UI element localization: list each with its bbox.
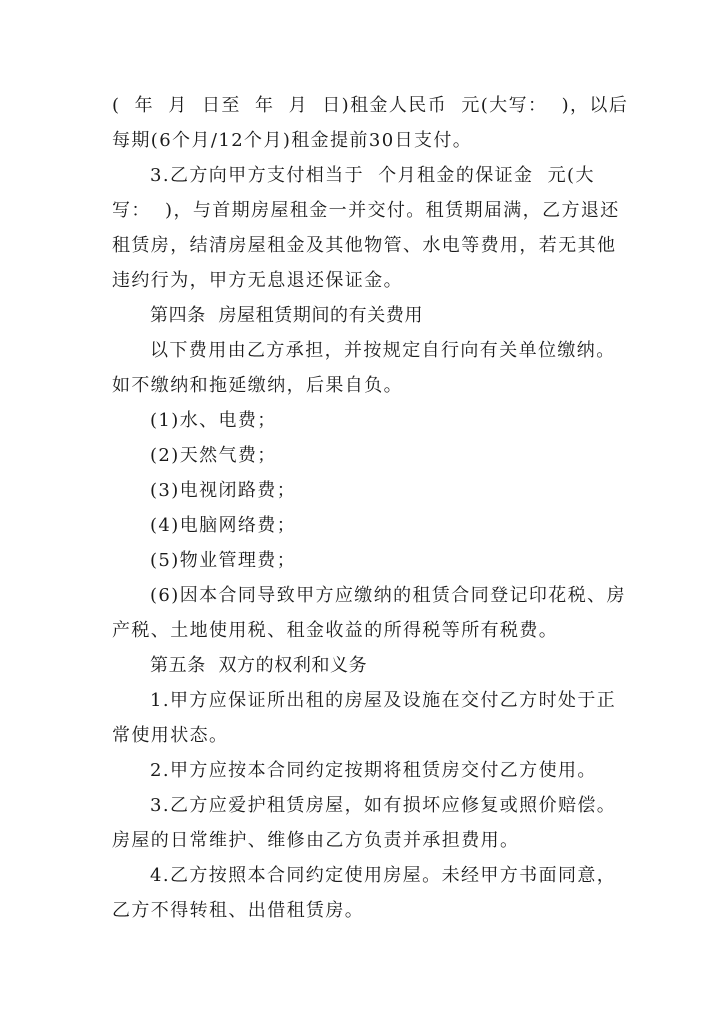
list-item-fee-6: (6)因本合同导致甲方应缴纳的租赁合同登记印花税、房产税、土地使用税、租金收益的所得税等所有税费。 (112, 585, 626, 641)
paragraph-rent-payment-schedule: ( 年 月 日至 年 月 日)租金人民币 元(大写： )，以后每期(6个月/12个月)租金提前30日支付。 (112, 95, 629, 151)
paragraph-obligation-2: 2.甲方应按本合同约定按期将租赁房交付乙方使用。 (150, 760, 597, 781)
list-item-fee-1: (1)水、电费； (150, 410, 277, 431)
list-item-fee-4: (4)电脑网络费； (150, 515, 297, 536)
section-heading-article-5: 第五条 双方的权利和义务 (150, 655, 368, 676)
list-item-fee-3: (3)电视闭路费； (150, 480, 297, 501)
paragraph-obligation-3: 3.乙方应爱护租赁房屋，如有损坏应修复或照价赔偿。房屋的日常维护、维修由乙方负责并承担费用。 (112, 795, 617, 851)
list-item-fee-5: (5)物业管理费； (150, 550, 297, 571)
paragraph-fees-intro: 以下费用由乙方承担，并按规定自行向有关单位缴纳。如不缴纳和拖延缴纳，后果自负。 (112, 340, 616, 396)
section-heading-article-4: 第四条 房屋租赁期间的有关费用 (150, 305, 424, 326)
document-body (112, 88, 630, 928)
list-item-fee-2: (2)天然气费； (150, 445, 277, 466)
paragraph-obligation-4: 4.乙方按照本合同约定使用房屋。未经甲方书面同意，乙方不得转租、出借租赁房。 (112, 865, 617, 921)
paragraph-security-deposit: 3.乙方向甲方支付相当于 个月租金的保证金 元(大写： )，与首期房屋租金一并交付。租赁期届满，乙方退还租赁房，结清房屋租金及其他物管、水电等费用，若无其他违约行为，甲方无息退还保证金。 (112, 165, 620, 291)
paragraph-obligation-1: 1.甲方应保证所出租的房屋及设施在交付乙方时处于正常使用状态。 (112, 690, 617, 746)
